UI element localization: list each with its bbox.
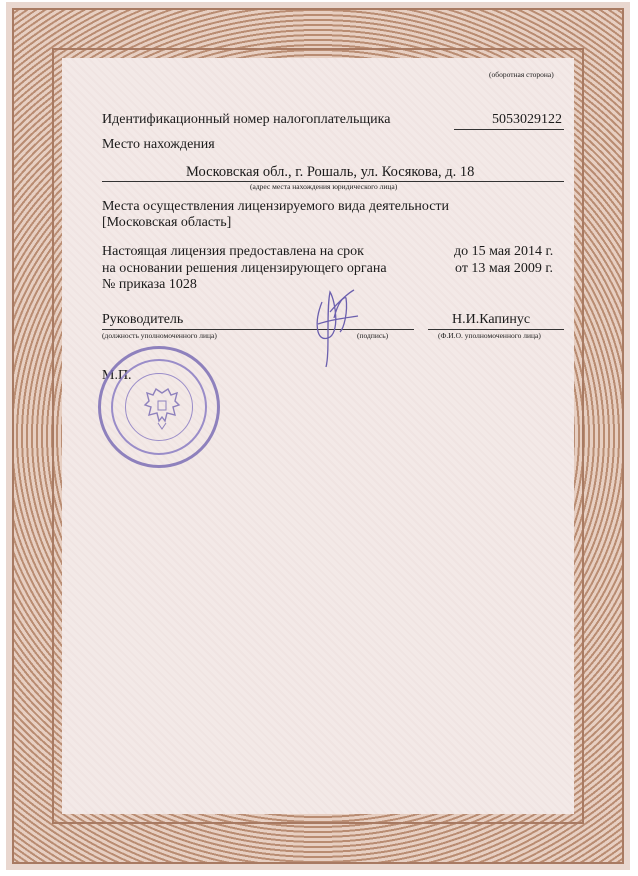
- inn-label: Идентификационный номер налогоплательщика: [102, 112, 391, 127]
- decision-date: от 13 мая 2009 г.: [455, 261, 554, 276]
- term-line2-left: на основании решения лицензирующего органа: [102, 261, 387, 276]
- name-caption: (Ф.И.О. уполномоченного лица): [438, 331, 541, 340]
- inn-value: 5053029122: [492, 112, 562, 127]
- term-line1-left: Настоящая лицензия предоставлена на срок: [102, 244, 364, 259]
- inn-underline: [454, 129, 564, 130]
- double-headed-eagle-icon: [141, 385, 183, 431]
- address-caption: (адрес места нахождения юридического лица): [250, 182, 398, 191]
- seal-label: М.П.: [102, 368, 132, 383]
- signature-caption: (подпись): [357, 331, 389, 340]
- order-number: № приказа 1028: [102, 277, 197, 292]
- head-label: Руководитель: [102, 312, 184, 327]
- activity-label: Места осуществления лицензируемого вида деятельности: [102, 199, 450, 214]
- term-expiry: до 15 мая 2014 г.: [454, 244, 554, 259]
- location-label: Место нахождения: [102, 137, 215, 152]
- side-note: (оборотная сторона): [489, 70, 554, 79]
- license-sheet: [6, 2, 630, 870]
- activity-value: [Московская область]: [102, 215, 232, 230]
- handwritten-signature: [300, 272, 370, 372]
- official-seal: [98, 346, 220, 468]
- position-caption: (должность уполномоченного лица): [102, 331, 217, 340]
- head-name: Н.И.Капинус: [452, 312, 531, 327]
- address-value: Московская обл., г. Рошаль, ул. Косякова, д. 18: [186, 164, 475, 180]
- name-underline: [428, 329, 564, 330]
